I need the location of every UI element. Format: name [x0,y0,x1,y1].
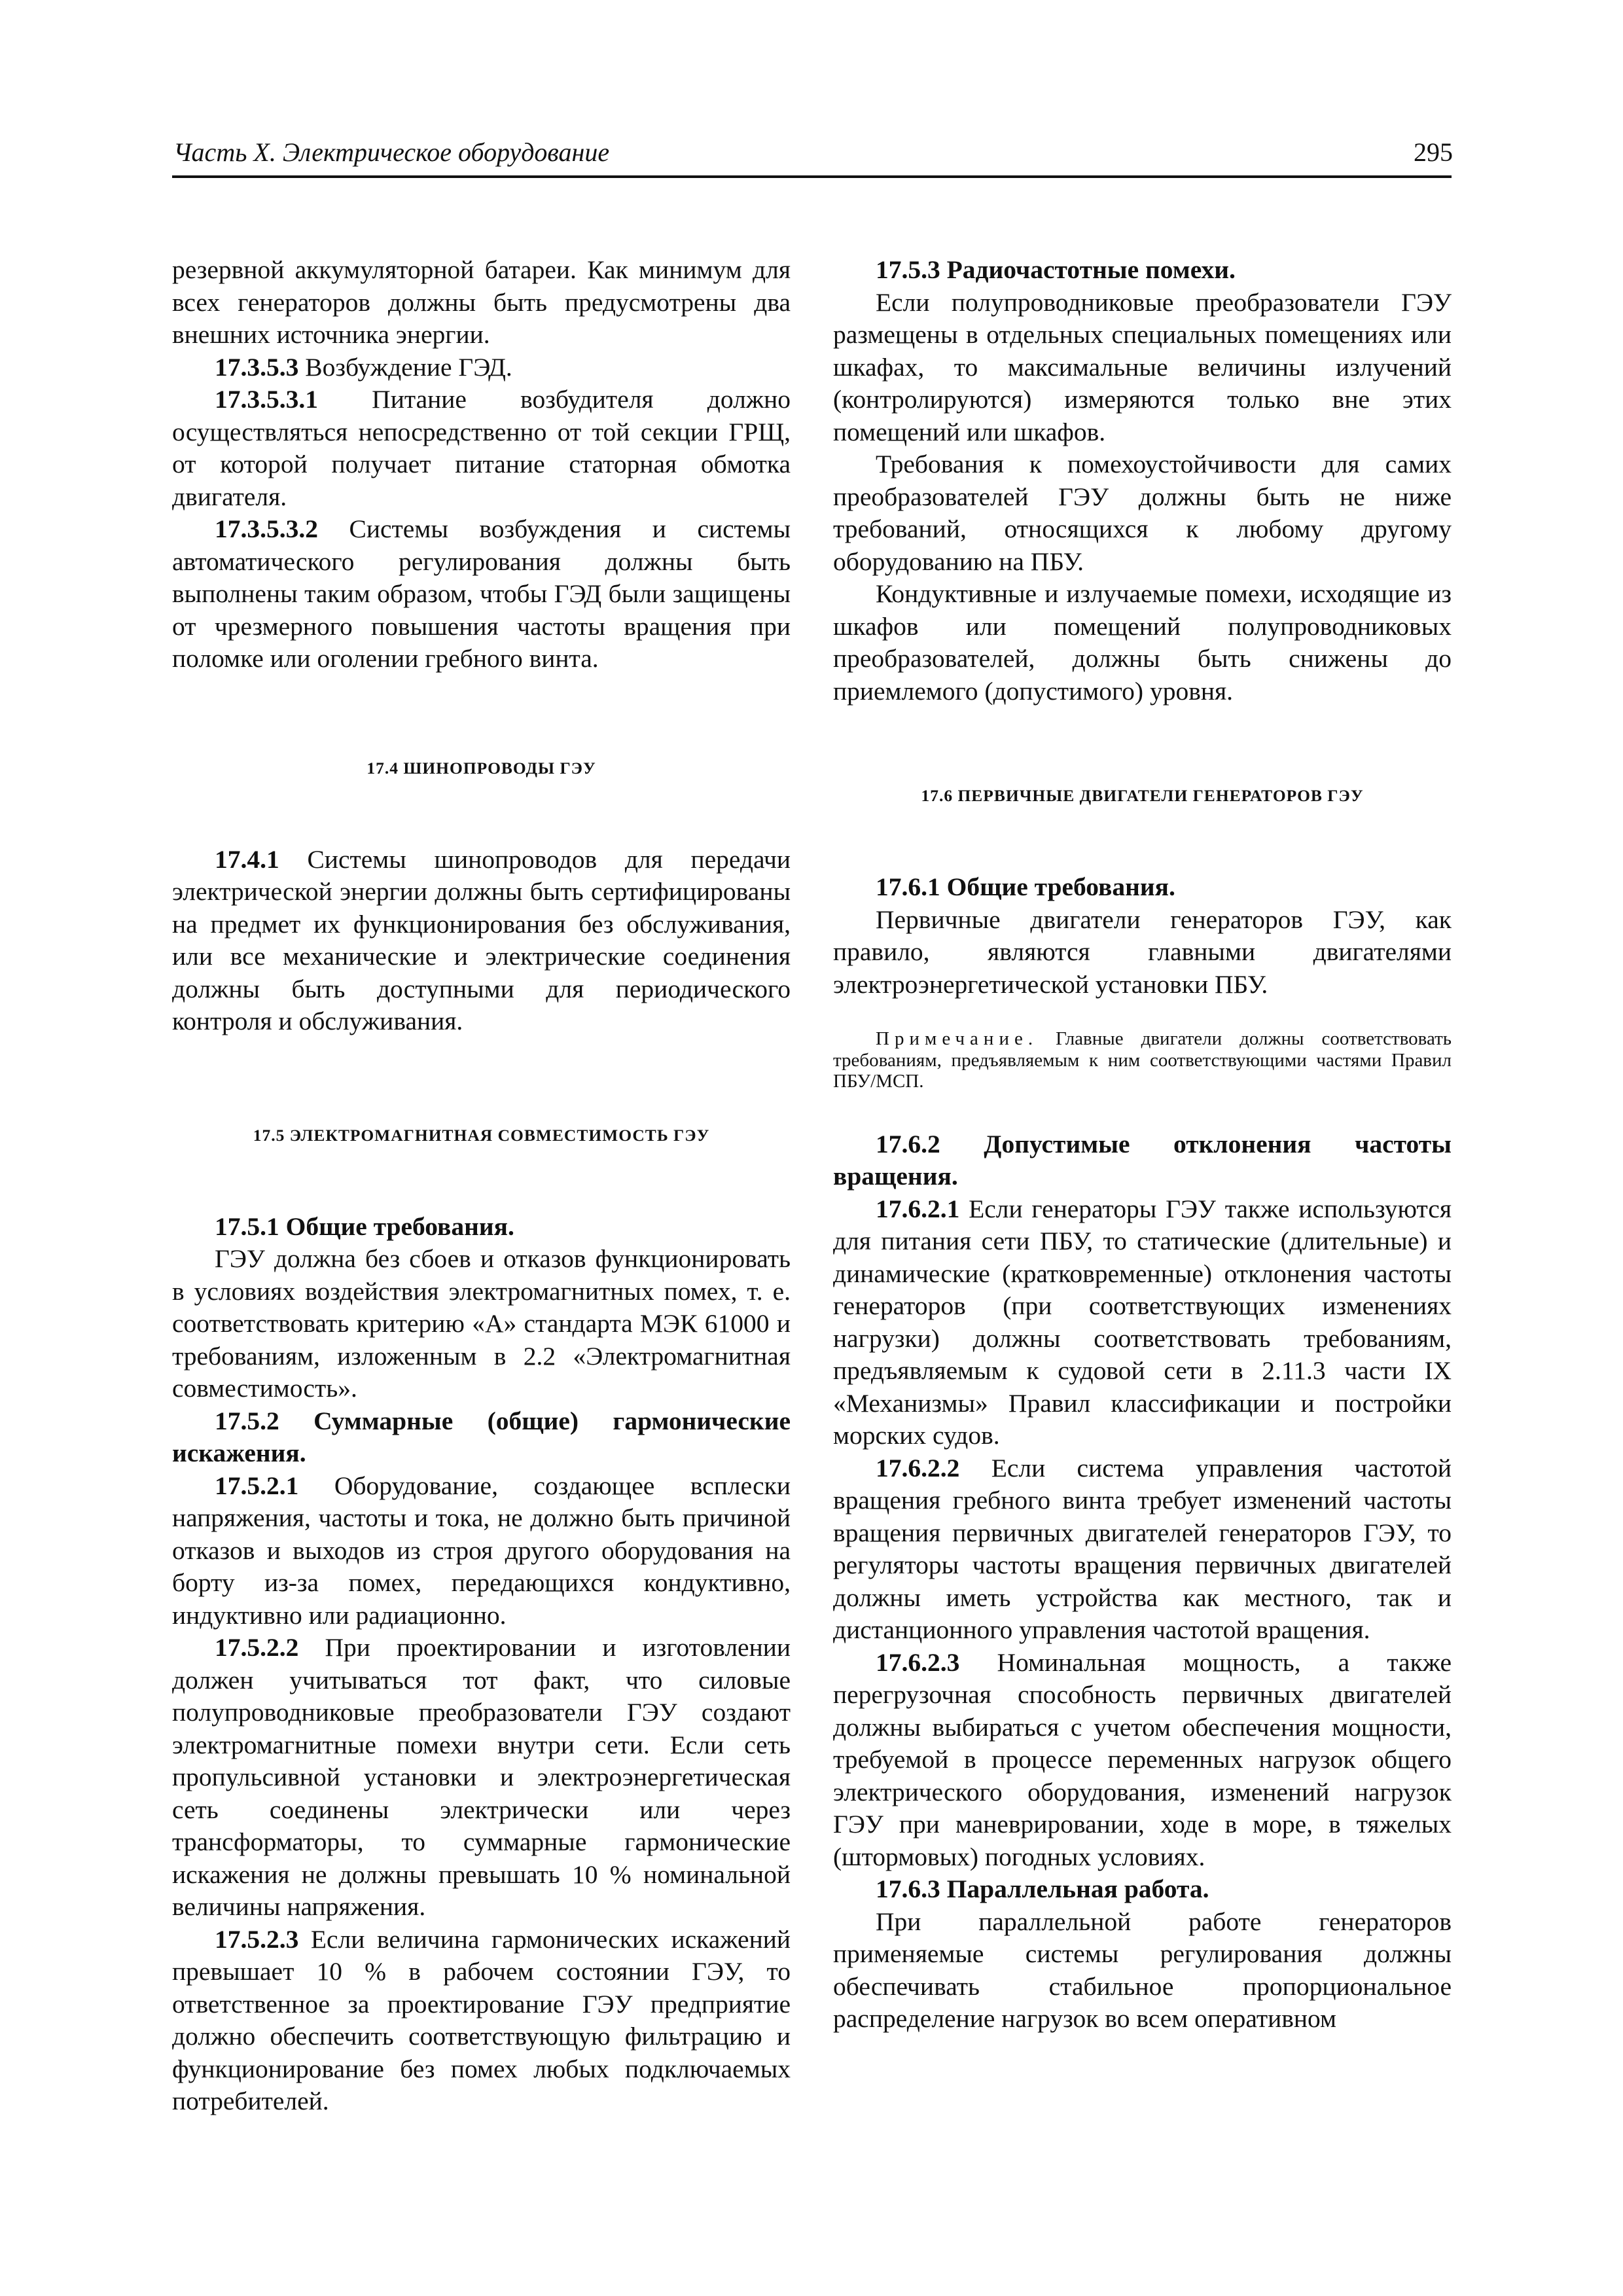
paragraph: Первичные двигатели генераторов ГЭУ, как правило, являются главными двигателями электроэнергетической установки ПБУ. [833,905,1452,999]
paragraph [833,1647,1452,1874]
section-heading-17-6: 17.6 ПЕРВИЧНЫЕ ДВИГАТЕЛИ ГЕНЕРАТОРОВ ГЭУ [921,786,1364,805]
clause-text: Если система управления частотой вращения гребного винта требует изменений частоты вращения первичных двигателей генераторов ГЭУ, то регуляторы частоты вращения первичных двигателей должны иметь устройства как местного, так и дистанционного управления частотой вращения. [833,1453,1452,1644]
paragraph [172,844,791,1038]
paragraph [833,1193,1452,1452]
header-rule [172,175,1452,178]
clause-number: 17.6.2.3 [876,1647,960,1677]
paragraph: При параллельной работе генераторов применяемые системы регулирования должны обеспечивать стабильное пропорциональное распределение нагрузок во всем оперативном [833,1907,1452,2033]
right-column [833,254,1452,2036]
subsection-title: 17.5.2 Суммарные (общие) гармонические искажения. [172,1406,791,1467]
subsection-title: 17.5.1 Общие требования. [215,1211,514,1241]
clause-text: При проектировании и изготовлении должен учитываться тот факт, что силовые полупроводниковые преобразователи ГЭУ создают электромагнитные помехи внутри сети. Если сеть пропульсивной установки и электроэнергетическая сеть соединены электрически или через трансформаторы, то суммарные гармонические искажения не должны превышать 10 % номинальной величины напряжения. [172,1633,791,1921]
page-header-title: Часть X. Электрическое оборудование [173,137,610,167]
section-heading-17-4: 17.4 ШИНОПРОВОДЫ ГЭУ [366,758,596,778]
clause-text: Если генераторы ГЭУ также используются для питания сети ПБУ, то статические (длительные) и динамические (кратковременные) отклонения частоты генераторов (при соответствующих изменениях нагрузки) должны соответствовать требованиям, предъявляемым к судовой сети в 2.11.3 части IX «Механизмы» Правил классификации и постройки морских судов. [833,1194,1452,1450]
spacer [172,780,791,844]
spacer [172,1038,791,1124]
clause-text: Возбуждение ГЭД. [298,352,512,382]
clause-number: 17.3.5.3 [215,352,299,382]
clause-text: Системы возбуждения и системы автоматического регулирования должны быть выполнены таким образом, чтобы ГЭД были защищены от чрезмерного повышения частоты вращения при поломке или оголении гребного винта. [172,514,791,673]
spacer [833,708,1452,785]
paragraph [172,1632,791,1924]
paragraph [172,351,791,384]
paragraph: Кондуктивные и излучаемые помехи, исходящие из шкафов или помещений полупроводниковых преобразователей, должны быть снижены до приемлемого (допустимого) уровня. [833,579,1452,706]
clause-text: Номинальная мощность, а также перегрузочная способность первичных двигателей должны выбираться с учетом обеспечения мощности, требуемой в процессе переменных нагрузок общего электрического оборудования, изменений нагрузок ГЭУ при маневрировании, ходе в море, в тяжелых (штормовых) погодных условиях. [833,1647,1452,1871]
note-text: Главные двигатели должны соответствовать требованиям, предъявляемым к ним соответствующими частями Правил ПБУ/МСП. [833,1028,1452,1092]
paragraph [833,1452,1452,1647]
paragraph [172,1470,791,1632]
clause-text: Системы шинопроводов для передачи электрической энергии должны быть сертифицированы на предмет их функционирования без обслуживания, или все механические и электрические соединения должны быть доступными для периодического контроля и обслуживания. [172,844,791,1035]
clause-number: 17.3.5.3.2 [215,514,318,543]
page-number: 295 [1414,137,1453,167]
paragraph [172,1924,791,2118]
clause-number: 17.5.2.2 [215,1633,299,1662]
paragraph: ГЭУ должна без сбоев и отказов функционировать в условиях воздействия электромагнитных помех, т. е. соответствовать критерию «А» стандарта МЭК 61000 и требованиям, изложенным в 2.2 «Электромагнитная совместимость». [172,1244,791,1403]
clause-number: 17.6.2.2 [876,1453,960,1482]
spacer [172,675,791,757]
clause-number: 17.3.5.3.1 [215,385,318,414]
clause-text: Питание возбудителя должно осуществляться непосредственно от той секции ГРЩ, от которой получает питание статорная обмотка двигателя. [172,385,791,511]
spacer [833,1001,1452,1028]
paragraph: Если полупроводниковые преобразователи ГЭУ размещены в отдельных специальных помещениях или шкафах, то максимальные величины излучений (контролируются) измеряются только вне этих помещений или шкафов. [833,287,1452,446]
subsection-title: 17.6.1 Общие требования. [876,872,1175,901]
left-column [172,254,791,2118]
subsection-title: 17.6.3 Параллельная работа. [876,1874,1209,1903]
paragraph: резервной аккумуляторной батареи. Как минимум для всех генераторов должны быть предусмотрены два внешних источника энергии. [172,255,791,349]
section-heading-17-5: 17.5 ЭЛЕКТРОМАГНИТНАЯ СОВМЕСТИМОСТЬ ГЭУ [253,1125,710,1145]
note [833,1028,1452,1092]
note-label: Примечание. [876,1028,1039,1049]
subsection-title: 17.6.2 Допустимые отклонения частоты вращения. [833,1129,1452,1191]
spacer [172,1147,791,1211]
clause-number: 17.5.2.3 [215,1924,299,1954]
clause-number: 17.6.2.1 [876,1194,960,1223]
clause-text: Если величина гармонических искажений превышает 10 % в рабочем состоянии ГЭУ, то ответственное за проектирование ГЭУ предприятие должно обеспечить соответствующую фильтрацию и функционирование без помех любых подключаемых потребителей. [172,1924,791,2115]
paragraph [172,384,791,513]
spacer [833,807,1452,871]
paragraph: Требования к помехоустойчивости для самих преобразователей ГЭУ должны быть не ниже требований, относящихся к любому другому оборудованию на ПБУ. [833,450,1452,576]
clause-text: Оборудование, создающее всплески напряжения, частоты и тока, не должно быть причиной отказов и выходов из строя другого оборудования на борту из-за помех, передающихся кондуктивно, индуктивно или радиационно. [172,1471,791,1630]
subsection-title: 17.5.3 Радиочастотные помехи. [876,255,1236,284]
clause-number: 17.5.2.1 [215,1471,299,1500]
spacer [833,1092,1452,1128]
clause-number: 17.4.1 [215,844,279,874]
paragraph [172,513,791,675]
